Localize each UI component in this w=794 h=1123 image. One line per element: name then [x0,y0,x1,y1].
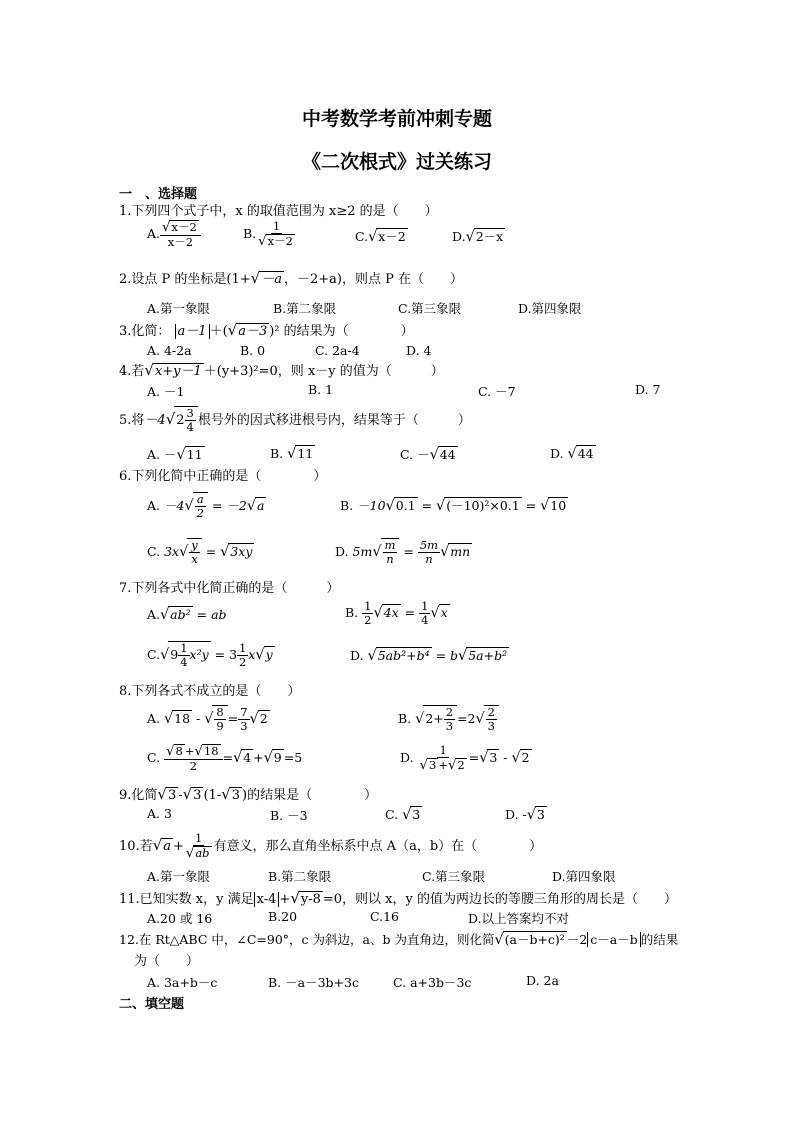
q1-option-b: B. $\frac{1}{√x-2}$ [243,219,293,250]
q9-option-b: B. －3 [270,808,308,823]
q11-option-d: D.以上答案均不对 [468,911,570,926]
q2-option-a: A.第一象限 [147,301,211,316]
question-1: 1.下列四个式子中，x 的取值范围为 x≥2 的是（ ） [119,204,438,219]
q1-option-a: A. $\frac{√x-2}{x-2}$ [147,220,201,249]
q9-option-a: A. 3 [147,806,172,821]
q3-option-d: D. 4 [406,343,432,358]
q3-option-b: B. 0 [240,343,266,358]
q2-option-d: D.第四象限 [518,301,582,316]
q9-option-c: C. √3 [385,807,421,823]
question-6: 6.下列化简中正确的是（ ） [119,469,327,484]
q2-option-b: B.第二象限 [273,301,337,316]
q5-option-d: D. √44 [550,446,594,462]
question-8: 8.下列各式不成立的是（ ） [119,684,301,699]
q4-option-c: C. －7 [478,384,516,399]
q12-option-a: A. 3a+b－c [147,975,218,990]
section-heading-fill: 二、填空题 [119,997,185,1012]
question-3: 3.化简： a－1 ＋(√a－3 )² 的结果为（ ） [119,321,414,339]
q5-option-c: C. －√44 [400,447,456,463]
q8-option-c: C. $\frac{√8 +√18}{2}$ =√4 +√9 =5 [147,744,303,774]
q8-option-d: D. $\frac{1}{√3 +√2}$ =√3 - √2 [400,743,530,774]
q2-option-c: C.第三象限 [398,301,462,316]
q10-option-a: A.第一象限 [147,869,211,884]
q11-option-b: B.20 [268,909,298,924]
q7-option-d: D. √5ab²+b⁴ = b√5a+b² [350,648,508,664]
q4-option-d: D. 7 [635,382,661,397]
document-title: 中考数学考前冲刺专题 [301,108,492,130]
q4-option-b: B. 1 [308,382,334,397]
question-12: 12.在 Rt△ABC 中，∠C=90°，c 为斜边，a、b 为直角边，则化简√(a－b+c)² －2 c－a－b 的结果 [119,932,679,948]
q6-option-b: B. －10√0.1 = √(－10)²×0.1 = √10 [340,498,567,514]
q6-option-a: A. －4√ $\frac{a}{2}$ = －2√a [147,492,265,521]
q8-option-b: B. √2+ $\frac{2}{3}$ =2√ $\frac{2}{3}$ [398,705,499,733]
q12-option-b: B. －a－3b+3c [268,975,359,990]
q8-option-a: A. √18 - √ $\frac{8}{9}$ = $\frac{7}{3}$ √2 [147,705,268,734]
section-heading-choice: 一 、选择题 [119,187,198,202]
q12-option-c: C. a+3b－3c [393,975,472,990]
q10-option-b: B.第二象限 [268,869,332,884]
question-4: 4.若√x+y－1 ＋(y+3)²=0，则 x－y 的值为（ ） [119,361,444,379]
question-11: 11.已知实数 x，y 满足 x-4 +√y-8 =0，则以 x，y 的值为两边长的等腰三角形的周长是（ ） [119,889,677,907]
q6-option-c: C. 3x√ $\frac{y}{x}$ = √3xy [147,538,253,567]
q10-option-c: C.第三象限 [422,869,486,884]
q7-option-b: B. $\frac{1}{2}$ √4x = $\frac{1}{4}$ √x [345,599,448,628]
q10-option-d: D.第四象限 [552,869,616,884]
q6-option-d: D. 5m√ $\frac{m}{n}$ = $\frac{5m}{n}$ √mn [335,538,471,567]
q1-option-c: C.√x－2 [355,229,406,245]
q3-option-c: C. 2a-4 [315,343,360,358]
question-7: 7.下列各式中化简正确的是（ ） [119,581,340,596]
q3-option-a: A. 4-2a [147,343,192,358]
q11-option-a: A.20 或 16 [147,911,213,926]
q4-option-a: A. －1 [147,384,185,399]
q12-option-d: D. 2a [526,973,559,988]
q5-option-a: A. －√11 [147,447,203,463]
q5-option-b: B. √11 [270,446,314,462]
question-2: 2.设点 P 的坐标是(1+√－a ，－2+a)，则点 P 在（ ） [119,269,463,287]
q7-option-a: A.√ab² = ab [147,607,227,623]
question-9: 9.化简√3 -√3 (1-√3 )的结果是（ ） [119,785,378,803]
question-12-line2: 为（ ） [134,954,200,969]
q11-option-c: C.16 [370,909,399,924]
q9-option-d: D. -√3 [505,807,545,823]
question-10: 10.若√a + $\frac{1}{√ab}$ 有意义，那么直角坐标系中点 A（a，b）在（ ） [119,831,543,862]
q7-option-c: C.√9 $\frac{1}{4}$ x²y = 3 $\frac{1}{2}$ x√y [147,641,273,670]
question-5: 5.将－4√2 $\frac{3}{4}$ 根号外的因式移进根号内，结果等于（ ） [119,406,471,435]
q1-option-d: D.√2－x [452,229,504,245]
document-subtitle: 《二次根式》过关练习 [301,151,492,173]
